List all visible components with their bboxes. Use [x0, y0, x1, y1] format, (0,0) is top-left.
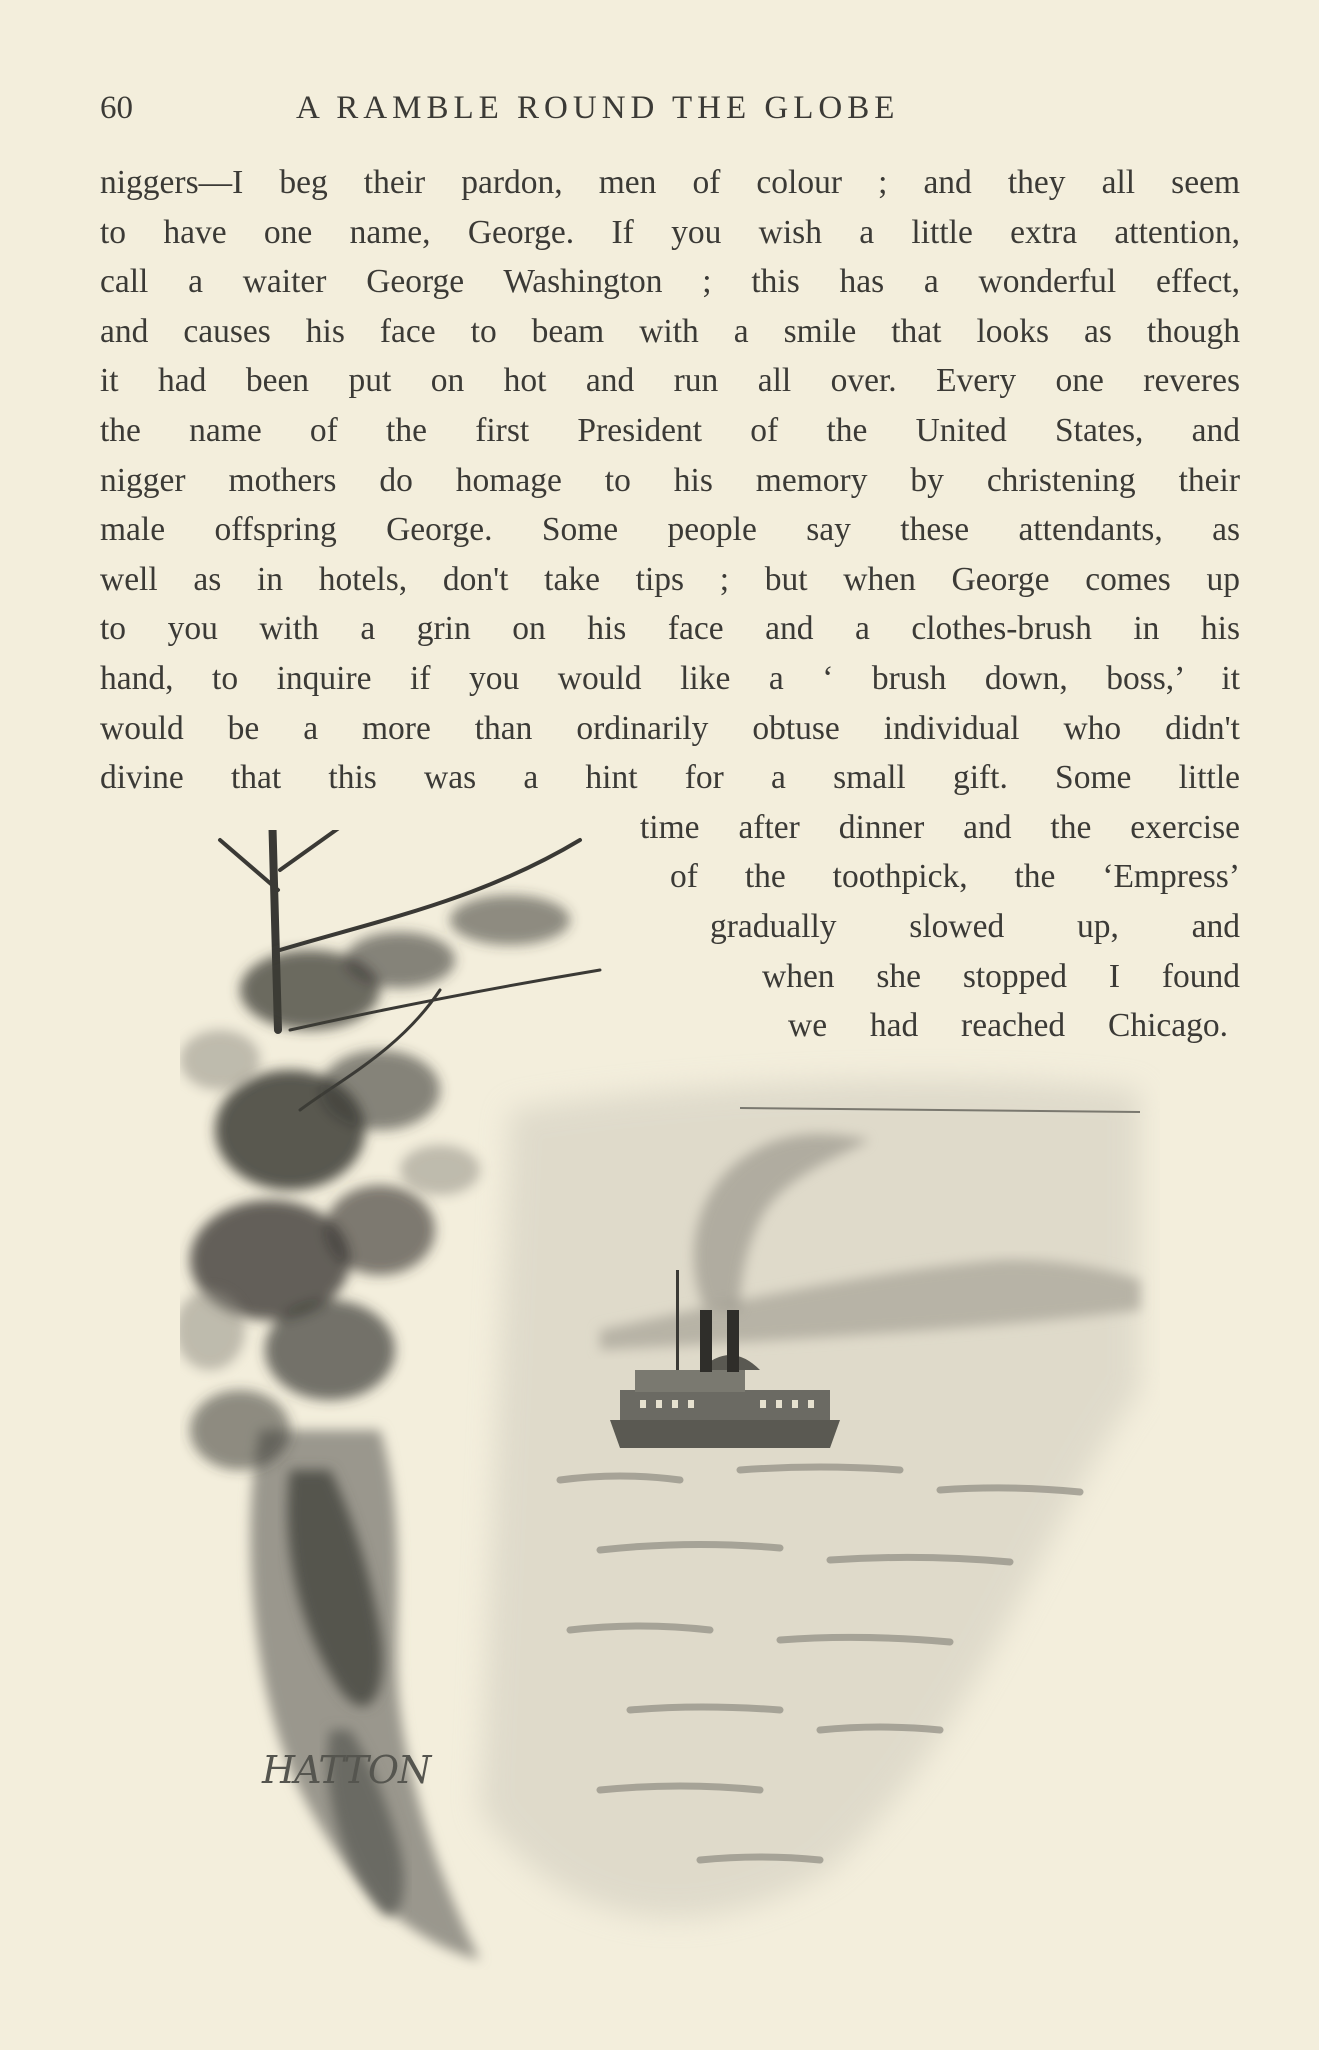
text-line: divine that this was a hint for a small gift. Some little — [100, 759, 1240, 797]
text-line: and causes his face to beam with a smile that looks as though — [100, 312, 1240, 350]
text-line: to have one name, George. If you wish a little extra attention, — [100, 213, 1240, 251]
cliff-rocks — [250, 1430, 480, 1960]
text-line: well as in hotels, don't take tips ; but when George comes up — [100, 560, 1240, 598]
water-wash — [480, 1080, 1140, 1918]
running-title: A RAMBLE ROUND THE GLOBE — [296, 90, 900, 126]
steamboat-illustration — [180, 830, 1160, 1970]
wrapped-text-line: when she stopped I found — [762, 957, 1240, 995]
page-header — [100, 88, 1240, 128]
wrapped-text-line: time after dinner and the exercise — [640, 808, 1240, 846]
text-line: hand, to inquire if you would like a ‘ brush down, boss,’ it — [100, 659, 1240, 697]
text-line: to you with a grin on his face and a clothes-brush in his — [100, 610, 1240, 648]
wrapped-text-line: we had reached Chicago. — [788, 1007, 1228, 1045]
wrapped-text-line: of the toothpick, the ‘Empress’ — [670, 858, 1240, 896]
text-line: niggers—I beg their pardon, men of colour ; and they all seem — [100, 164, 1240, 201]
text-line: nigger mothers do homage to his memory by christening their — [100, 461, 1240, 499]
artist-signature: HATTON — [262, 1748, 431, 1792]
text-line: male offspring George. Some people say these attendants, as — [100, 511, 1240, 549]
wrapped-text-line: gradually slowed up, and — [710, 908, 1240, 945]
text-line: it had been put on hot and run all over. Every one reveres — [100, 362, 1240, 400]
text-line: the name of the first President of the United States, and — [100, 411, 1240, 449]
page-number: 60 — [100, 90, 133, 126]
text-line: would be a more than ordinarily obtuse individual who didn't — [100, 709, 1240, 747]
text-line: call a waiter George Washington ; this has a wonderful effect, — [100, 263, 1240, 301]
body-text — [100, 158, 1240, 1045]
